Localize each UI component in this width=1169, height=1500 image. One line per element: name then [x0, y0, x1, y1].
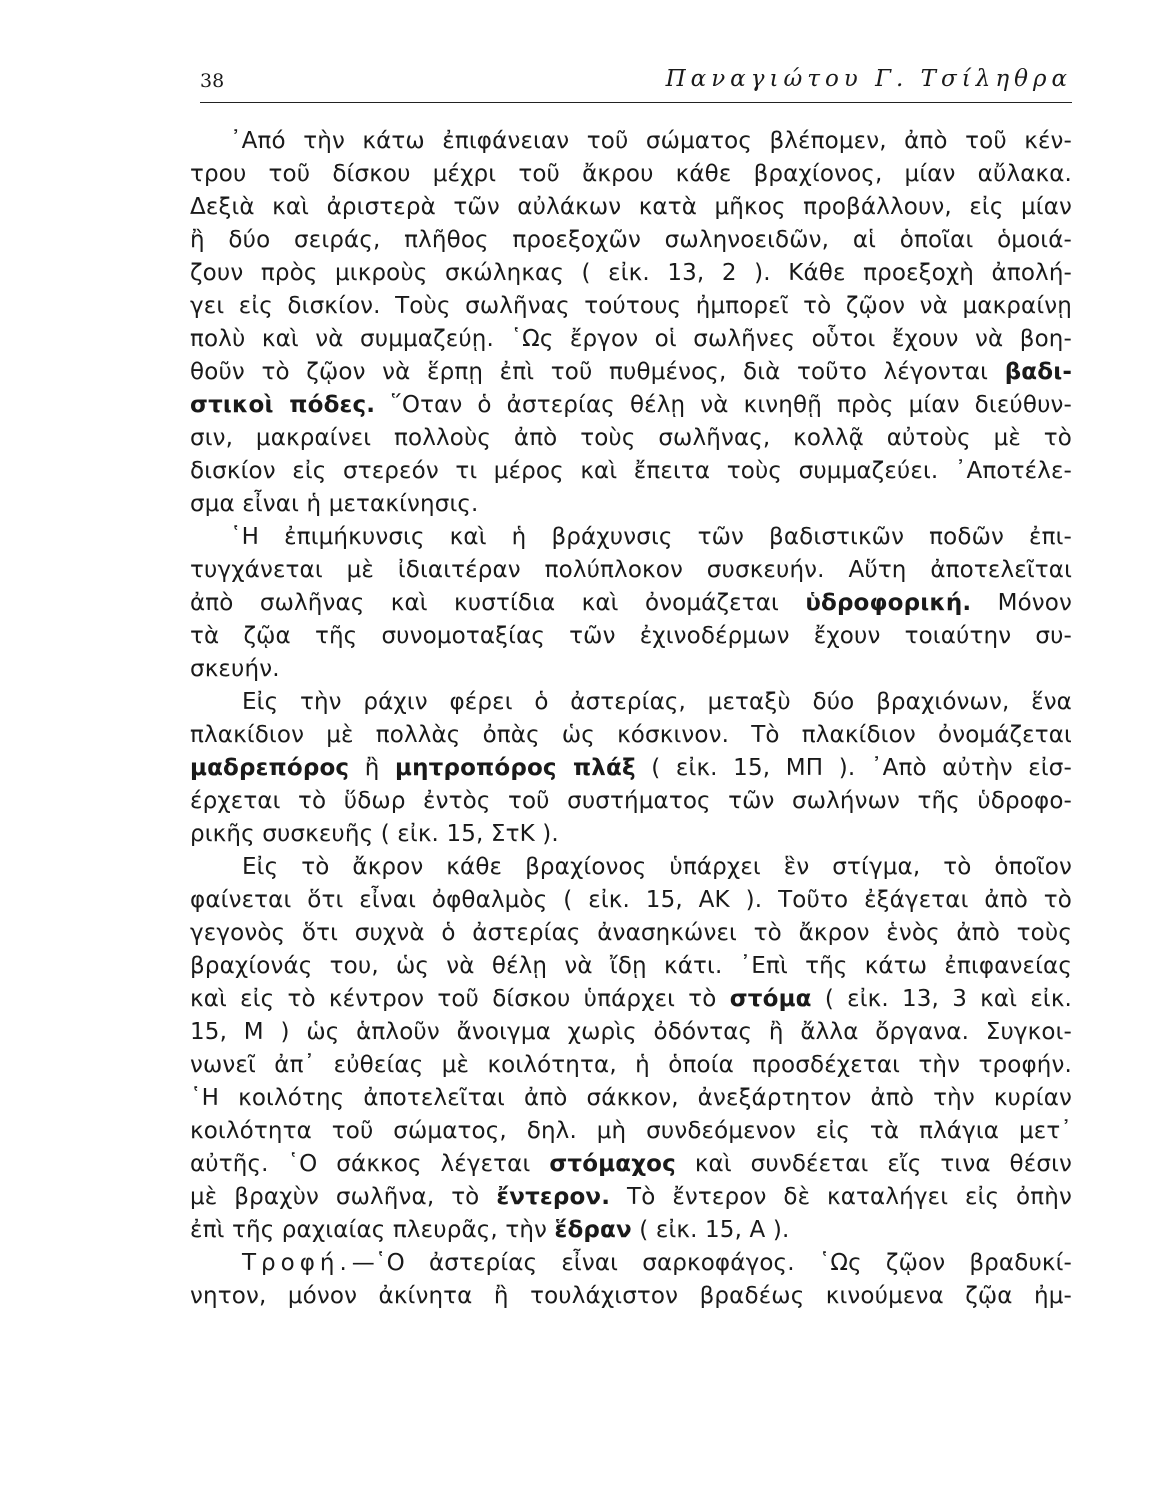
text-line: σιν, μακραίνει πολλοὺς ἀπὸ τοὺς σωλῆνας, κολλᾷ αὐτοὺς μὲ τὸ [190, 425, 1072, 451]
text-line: Δεξιὰ καὶ ἀριστερὰ τῶν αὐλάκων κατὰ μῆκος προβάλλουν, εἰς μίαν [190, 194, 1072, 220]
page-header [200, 64, 1072, 103]
text-line: ῾Η ἐπιμήκυνσις καὶ ἡ βράχυνσις τῶν βαδιστικῶν ποδῶν ἐπι- [230, 524, 1072, 550]
text-segment: ἐπὶ τῆς ραχιαίας πλευρᾶς, τὴν [190, 1217, 548, 1243]
text-segment: μὲ βραχὺν σωλῆνα, τὸ [190, 1184, 480, 1210]
text-segment: ῞Οταν ὁ ἀστερίας θέλῃ νὰ κινηθῇ πρὸς μίαν διεύθυν- [390, 392, 1072, 418]
bold-term: μαδρεπόρος [190, 755, 350, 781]
text-line: Εἰς τὴν ράχιν φέρει ὁ ἀστερίας, μεταξὺ δύο βραχιόνων, ἕνα [242, 689, 1072, 715]
text-line [190, 356, 1072, 389]
bold-term: μητροπόρος πλάξ [395, 755, 636, 781]
body-text [190, 125, 1072, 1313]
bold-term: βαδι- [1004, 359, 1073, 385]
text-segment: —῾Ο ἀστερίας εἶναι σαρκοφάγος. ῾Ως ζῷον βραδυκί- [351, 1250, 1072, 1276]
text-line [190, 1247, 1072, 1280]
bold-term: στόμαχος [549, 1151, 676, 1177]
text-line: σκευήν. [190, 656, 280, 682]
text-line [190, 1181, 1072, 1214]
text-line: γει εἰς δισκίον. Τοὺς σωλῆνας τούτους ἠμπορεῖ τὸ ζῷον νὰ μακραίνῃ [190, 293, 1072, 319]
text-line: έρχεται τὸ ὕδωρ ἐντὸς τοῦ συστήματος τῶν σωλήνων τῆς ὑδροφο- [190, 788, 1072, 814]
text-line: δισκίον εἰς στερεόν τι μέρος καὶ ἔπειτα τοὺς συμμαζεύει. ᾽Αποτέλε- [190, 458, 1072, 484]
section-heading: Τροφή. [242, 1250, 352, 1276]
text-segment: θοῦν τὸ ζῷον νὰ ἕρπῃ ἐπὶ τοῦ πυθμένος, διὰ τοῦτο λέγονται [190, 359, 989, 385]
text-line: τὰ ζῷα τῆς συνομοταξίας τῶν ἐχινοδέρμων ἔχουν τοιαύτην συ- [190, 623, 1072, 649]
bold-term: ὑδροφορική. [805, 590, 972, 616]
text-segment: ἢ [364, 755, 380, 781]
page-number: 38 [200, 70, 225, 92]
text-line: πλακίδιον μὲ πολλὰς ὀπὰς ὡς κόσκινον. Τὸ πλακίδιον ὀνομάζεται [190, 722, 1072, 748]
text-segment: ( εἰκ. 13, 3 καὶ εἰκ. [824, 986, 1072, 1012]
text-line [190, 587, 1072, 620]
text-line [190, 752, 1072, 785]
text-segment: ἀπὸ σωλῆνας καὶ κυστίδια καὶ ὀνομάζεται [190, 590, 779, 616]
text-segment: αὐτῆς. ῾Ο σάκκος λέγεται [190, 1151, 531, 1177]
text-segment: Τὸ ἔντερον δὲ καταλήγει εἰς ὀπὴν [627, 1184, 1072, 1210]
text-line: 15, Μ ) ὡς ἁπλοῦν ἄνοιγμα χωρὶς ὀδόντας ἢ ἄλλα ὄργανα. Συγκοι- [190, 1019, 1072, 1045]
text-segment: καὶ εἰς τὸ κέντρον τοῦ δίσκου ὑπάρχει τὸ [190, 986, 717, 1012]
text-line: βραχίονάς του, ὡς νὰ θέλῃ νὰ ἴδῃ κάτι. ᾽Επὶ τῆς κάτω ἐπιφανείας [190, 953, 1072, 979]
text-line: γεγονὸς ὅτι συχνὰ ὁ ἀστερίας ἀνασηκώνει τὸ ἄκρον ἑνὸς ἀπὸ τοὺς [190, 920, 1072, 946]
bold-term: στικοὶ πόδες. [190, 392, 376, 418]
text-line [190, 983, 1072, 1016]
text-line: ῾Η κοιλότης ἀποτελεῖται ἀπὸ σάκκον, ἀνεξάρτητον ἀπὸ τὴν κυρίαν [190, 1085, 1072, 1111]
text-line [190, 1148, 1072, 1181]
text-line: Εἰς τὸ ἄκρον κάθε βραχίονος ὑπάρχει ἓν στίγμα, τὸ ὁποῖον [242, 854, 1072, 880]
bold-term: ἕδραν [554, 1217, 632, 1243]
text-line: ἢ δύο σειράς, πλῆθος προεξοχῶν σωληνοειδῶν, αἱ ὁποῖαι ὁμοιά- [190, 227, 1072, 253]
text-line: κοιλότητα τοῦ σώματος, δηλ. μὴ συνδεόμενον εἰς τὰ πλάγια μετ᾽ [190, 1118, 1072, 1144]
text-line: πολὺ καὶ νὰ συμμαζεύῃ. ῾Ως ἔργον οἱ σωλῆνες οὗτοι ἔχουν νὰ βοη- [190, 326, 1072, 352]
text-line: νωνεῖ ἀπ᾽ εὐθείας μὲ κοιλότητα, ἡ ὁποία προσδέχεται τὴν τροφήν. [190, 1052, 1072, 1078]
text-line: ρικῆς συσκευῆς ( εἰκ. 15, ΣτΚ ). [190, 821, 559, 847]
text-line: φαίνεται ὅτι εἶναι ὀφθαλμὸς ( εἰκ. 15, ΑΚ ). Τοῦτο ἐξάγεται ἀπὸ τὸ [190, 887, 1072, 913]
text-segment: ( εἰκ. 15, ΜΠ ). ᾽Απὸ αὐτὴν εἰσ- [651, 755, 1072, 781]
text-line: τρου τοῦ δίσκου μέχρι τοῦ ἄκρου κάθε βραχίονος, μίαν αὔλακα. [190, 161, 1072, 187]
bold-term: στόμα [729, 986, 812, 1012]
bold-term: ἔντερον. [496, 1184, 611, 1210]
text-segment: καὶ συνδέεται εἴς τινα θέσιν [694, 1151, 1072, 1177]
text-line: τυγχάνεται μὲ ἰδιαιτέραν πολύπλοκον συσκευήν. Αὕτη ἀποτελεῖται [190, 557, 1072, 583]
text-line: ᾽Από τὴν κάτω ἐπιφάνειαν τοῦ σώματος βλέπομεν, ἀπὸ τοῦ κέν- [230, 128, 1072, 154]
text-segment: ( εἰκ. 15, Α ). [639, 1217, 790, 1243]
text-line [190, 389, 1072, 422]
text-line: σμα εἶναι ἡ μετακίνησις. [190, 491, 479, 517]
running-head: Παναγιώτου Γ. Τσίληθρα [665, 66, 1072, 92]
text-line: νητον, μόνον ἀκίνητα ἢ τουλάχιστον βραδέως κινούμενα ζῷα ἠμ- [190, 1283, 1072, 1309]
text-segment: Μόνον [997, 590, 1073, 616]
text-line: ζουν πρὸς μικροὺς σκώληκας ( εἰκ. 13, 2 ). Κάθε προεξοχὴ ἀπολή- [190, 260, 1072, 286]
text-line [190, 1214, 1072, 1247]
